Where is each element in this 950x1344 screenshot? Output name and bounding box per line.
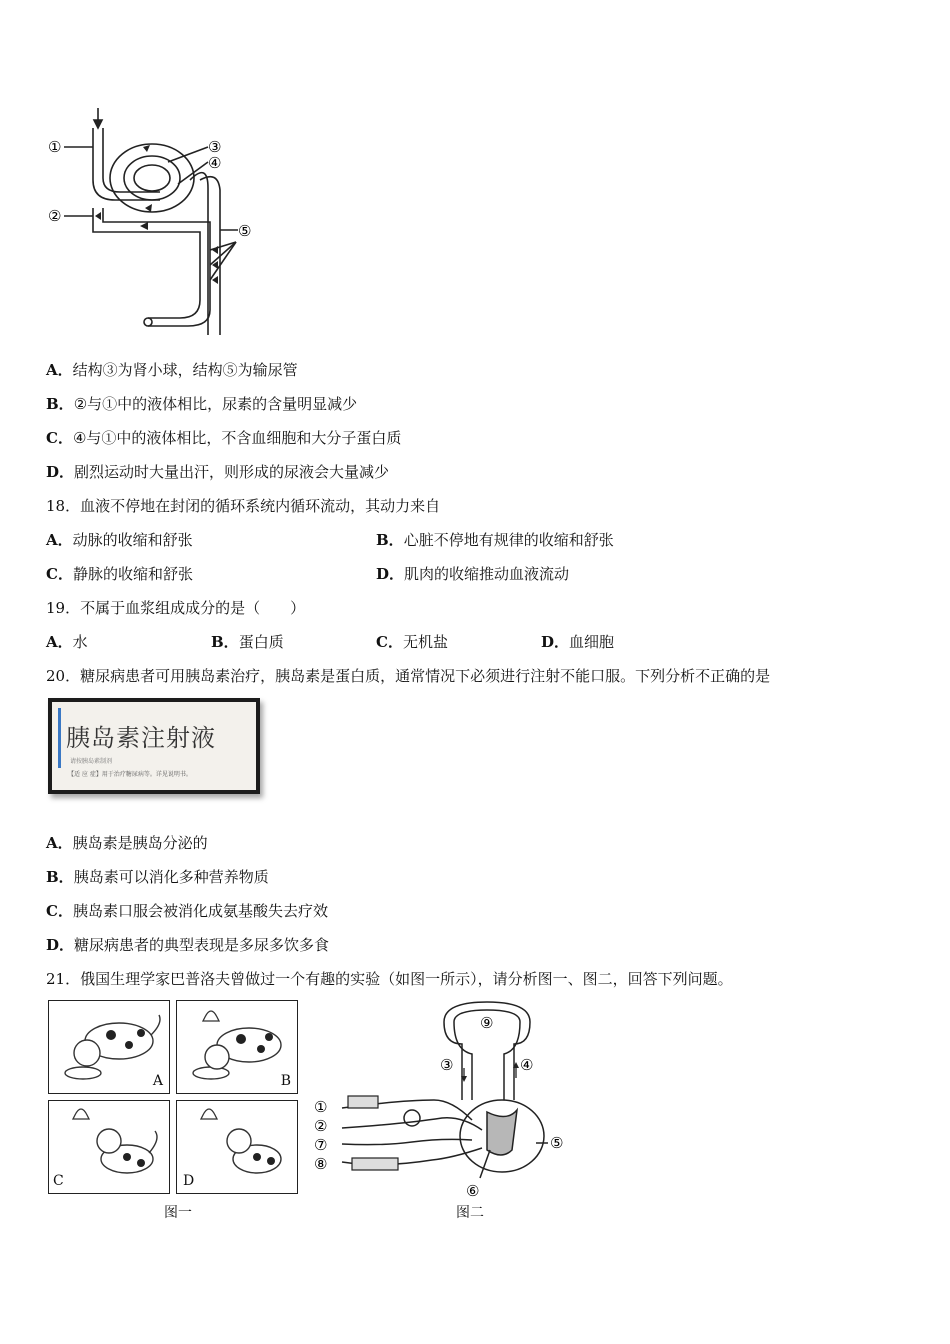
option-label: B． bbox=[211, 633, 239, 651]
panel-letter: A bbox=[152, 1073, 163, 1089]
q19-option-c[interactable] bbox=[376, 632, 448, 652]
option-label: D． bbox=[46, 463, 75, 481]
option-text: 无机盐 bbox=[402, 633, 448, 651]
q20-option-c[interactable] bbox=[46, 901, 328, 921]
option-text: 静脉的收缩和舒张 bbox=[72, 565, 193, 583]
q19-option-b[interactable] bbox=[211, 632, 284, 652]
option-text: 血细胞 bbox=[569, 633, 615, 651]
fig2-caption: 图二 bbox=[456, 1205, 484, 1221]
option-label: B． bbox=[46, 395, 74, 413]
option-label: C． bbox=[46, 565, 73, 583]
q18-option-c[interactable] bbox=[46, 564, 193, 584]
q17-option-b[interactable] bbox=[46, 394, 357, 414]
kidney-label-1: ① bbox=[48, 138, 62, 156]
q18-option-b[interactable] bbox=[376, 530, 614, 550]
q19-option-a[interactable] bbox=[46, 632, 88, 652]
dog-eating-illustration bbox=[49, 1001, 169, 1093]
option-text: ④与①中的液体相比，不含血细胞和大分子蛋白质 bbox=[72, 429, 402, 447]
option-text: 蛋白质 bbox=[238, 633, 284, 651]
q20-stem: 20．糖尿病患者可用胰岛素治疗，胰岛素是蛋白质，通常情况下必须进行注射不能口服。下列分析不正确的是 bbox=[46, 667, 771, 685]
q18-option-a[interactable] bbox=[46, 530, 193, 550]
option-text: 心脏不停地有规律的收缩和舒张 bbox=[403, 531, 614, 549]
fig1-panel-d bbox=[176, 1100, 298, 1194]
insulin-title: 胰岛素注射液 bbox=[66, 724, 216, 752]
dog-bell-excited-illustration bbox=[49, 1101, 169, 1193]
option-label: B． bbox=[376, 531, 404, 549]
q18-option-d[interactable] bbox=[376, 564, 569, 584]
option-label: A． bbox=[46, 361, 73, 379]
q21-stem: 21．俄国生理学家巴普洛夫曾做过一个有趣的实验（如图一所示），请分析图一、图二，回答下列问题。 bbox=[46, 970, 733, 988]
fig2-label-7: ⑦ bbox=[314, 1136, 328, 1154]
insulin-injection-image bbox=[48, 698, 260, 794]
fig2-label-5: ⑤ bbox=[550, 1134, 564, 1152]
fig1-caption: 图一 bbox=[164, 1205, 192, 1221]
q17-option-a[interactable] bbox=[46, 360, 298, 380]
kidney-label-2: ② bbox=[48, 207, 62, 225]
dog-bell-sitting-illustration bbox=[177, 1101, 297, 1193]
option-text: 剧烈运动时大量出汗，则形成的尿液会大量减少 bbox=[74, 463, 390, 481]
option-text: 水 bbox=[72, 633, 88, 651]
fig1-panel-b bbox=[176, 1000, 298, 1094]
q19-option-d[interactable] bbox=[541, 632, 614, 652]
option-text: 糖尿病患者的典型表现是多尿多饮多食 bbox=[74, 936, 330, 954]
fig2-label-8: ⑧ bbox=[314, 1155, 328, 1173]
option-text: 胰岛素口服会被消化成氨基酸失去疗效 bbox=[72, 902, 328, 920]
kidney-label-4: ④ bbox=[208, 154, 222, 172]
option-label: A． bbox=[46, 531, 73, 549]
panel-letter: B bbox=[280, 1073, 291, 1089]
fig1-panel-a bbox=[48, 1000, 170, 1094]
kidney-label-3: ③ bbox=[208, 138, 222, 156]
fig2-label-3: ③ bbox=[440, 1056, 454, 1074]
q17-option-c[interactable] bbox=[46, 428, 401, 448]
reflex-arc-diagram bbox=[312, 1000, 582, 1200]
option-text: 胰岛素是胰岛分泌的 bbox=[72, 834, 208, 852]
option-label: C． bbox=[46, 429, 73, 447]
option-text: 肌肉的收缩推动血液流动 bbox=[404, 565, 570, 583]
option-label: D． bbox=[376, 565, 405, 583]
insulin-note: 【适 应 症】用于治疗糖尿病等。详见说明书。 bbox=[68, 771, 192, 778]
panel-letter: C bbox=[53, 1173, 64, 1189]
option-label: D． bbox=[541, 633, 570, 651]
q20-option-b[interactable] bbox=[46, 867, 269, 887]
fig2-label-6: ⑥ bbox=[466, 1182, 480, 1200]
option-label: D． bbox=[46, 936, 75, 954]
option-label: C． bbox=[46, 902, 73, 920]
option-label: A． bbox=[46, 834, 73, 852]
option-label: C． bbox=[376, 633, 403, 651]
q18-stem: 18．血液不停地在封闭的循环系统内循环流动，其动力来自 bbox=[46, 497, 441, 515]
fig2-label-9: ⑨ bbox=[480, 1014, 494, 1032]
q17-option-d[interactable] bbox=[46, 462, 389, 482]
fig2-label-4: ④ bbox=[520, 1056, 534, 1074]
q20-option-a[interactable] bbox=[46, 833, 208, 853]
option-text: ②与①中的液体相比，尿素的含量明显减少 bbox=[73, 395, 358, 413]
dog-bell-eating-illustration bbox=[177, 1001, 297, 1093]
fig2-label-1: ① bbox=[314, 1098, 328, 1116]
fig2-label-2: ② bbox=[314, 1117, 328, 1135]
kidney-nephron-diagram bbox=[40, 100, 270, 340]
option-text: 胰岛素可以消化多种营养物质 bbox=[73, 868, 269, 886]
option-text: 动脉的收缩和舒张 bbox=[72, 531, 193, 549]
option-text: 结构③为肾小球，结构⑤为输尿管 bbox=[72, 361, 298, 379]
q20-option-d[interactable] bbox=[46, 935, 329, 955]
kidney-label-5: ⑤ bbox=[238, 222, 252, 240]
q19-stem: 19．不属于血浆组成成分的是（ ） bbox=[46, 599, 306, 617]
panel-letter: D bbox=[183, 1173, 195, 1189]
option-label: B． bbox=[46, 868, 74, 886]
insulin-subtitle: 请按胰岛素制剂 bbox=[70, 758, 113, 765]
fig1-panel-c bbox=[48, 1100, 170, 1194]
option-label: A． bbox=[46, 633, 73, 651]
accent-bar bbox=[58, 708, 61, 768]
